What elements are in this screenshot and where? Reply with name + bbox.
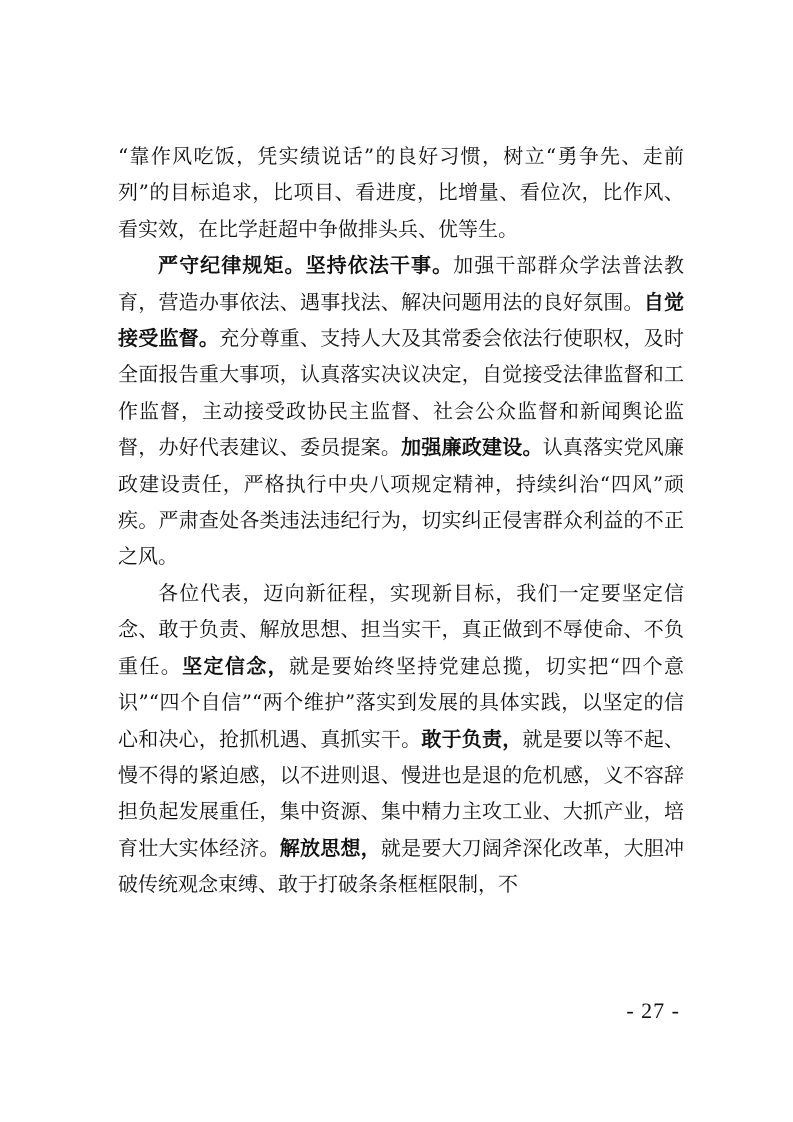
text-run: “靠作风吃饭，凭实绩说话”的良好习惯，树立“勇争先、走前列”的目标追求，比项目、看进度，比增量、看位次，比作风、看实效，在比学赶超中争做排头兵、优等生。 [118,144,684,241]
text-run: 加强干部群众学法普法教育，营造办事依法、遇事找法、解决问题用法的良好氛围。 [118,253,685,314]
bold-heading-run: 解放思想， [279,835,381,860]
bold-heading-run: 严守纪律规矩。坚持依法干事。 [158,253,454,278]
text-run: 就是要大刀阔斧深化改革，大胆冲破传统观念束缚、敢于打破条条框框限制，不 [118,835,685,897]
paragraph [118,575,684,903]
text-run: 就是要以等不起、慢不得的紧迫感，以不进则退、慢进也是退的危机感，义不容辞担负起发展重任，集中资源、集中精力主攻工业、大抓产业，培育壮大实体经济。 [118,726,685,860]
text-run: 认真落实党风廉政建设责任，严格执行中央八项规定精神，持续纠治“四风”顽疾。严肃查处各类违法违纪行为，切实纠正侵害群众利益的不正之风。 [118,435,685,569]
text-run: 充分尊重、支持人大及其常委会依法行使职权，及时全面报告重大事项，认真落实决议决定，自觉接受法律监督和工作监督，主动接受政协民主监督、社会公众监督和新闻舆论监督，办好代表建议、委员提案。 [118,326,685,460]
bold-heading-run: 加强廉政建设。 [401,435,543,460]
text-run: 就是要始终坚持党建总揽，切实把“四个意识”“四个自信”“两个维护”落实到发展的具体实践，以坚定的信心和决心，抢抓机遇、真抓实干。 [118,653,685,751]
bold-heading-run: 坚定信念， [182,653,290,678]
body-text [118,138,684,903]
paragraph [118,247,684,575]
text-run: 各位代表，迈向新征程，实现新目标，我们一定要坚定信念、敢于负责、解放思想、担当实干，真正做到不辱使命、不负重任。 [118,580,684,678]
bold-heading-run: 自觉接受监督。 [118,289,685,351]
bold-heading-run: 敢于负责， [421,726,523,751]
paragraph [118,138,684,247]
page-number: - 27 - [626,998,680,1023]
